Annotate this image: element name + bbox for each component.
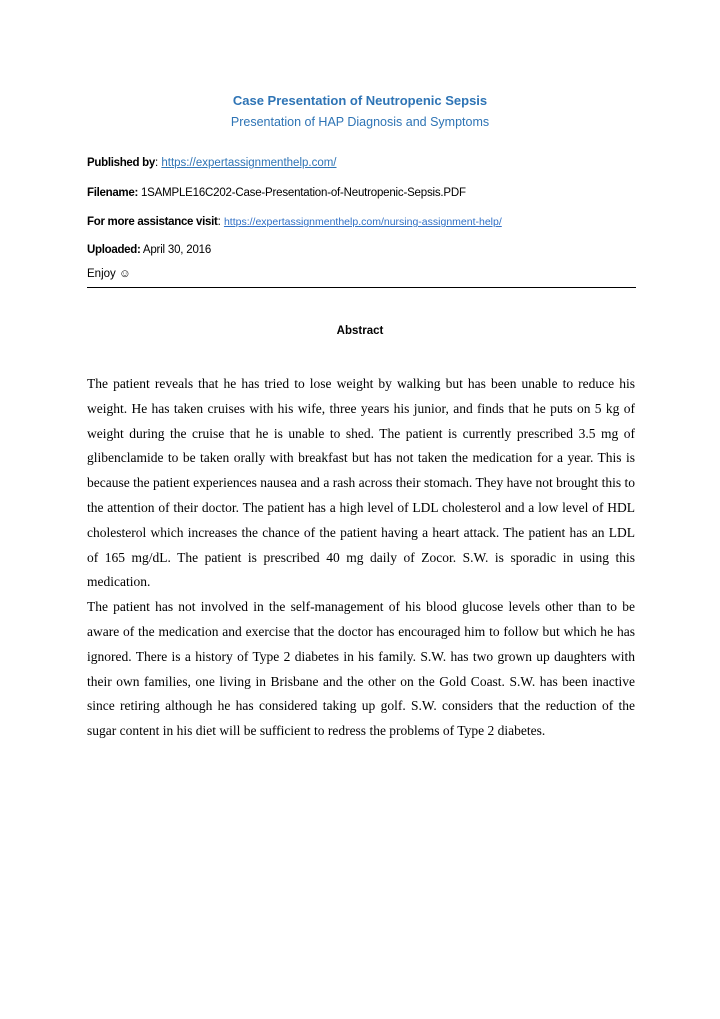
published-by-separator: : (154, 157, 162, 169)
filename-value: 1SAMPLE16C202-Case-Presentation-of-Neutropenic-Sepsis.PDF (137, 187, 466, 199)
assistance-separator: : (217, 216, 224, 228)
document-title: Case Presentation of Neutropenic Sepsis (232, 93, 488, 108)
assistance-line (87, 216, 502, 228)
assistance-link[interactable]: https://expertassignmenthelp.com/nursing-assignment-help/ (223, 216, 502, 228)
published-by-line (87, 157, 337, 169)
filename-line (87, 187, 466, 199)
uploaded-label: Uploaded: (87, 244, 141, 256)
uploaded-value: April 30, 2016 (140, 244, 212, 256)
filename-label: Filename: (87, 187, 138, 199)
uploaded-line (87, 244, 211, 256)
abstract-paragraph-1: The patient reveals that he has tried to lose weight by walking but has been unable to reduce his weight. He has taken cruises with his wife, three years his junior, and finds that he puts on 5 kg of weight during the cruise that he is unable to shed. The patient is currently prescribed 3.5 mg of glibenclamide to be taken orally with breakfast but has not taken the medication for a year. This is because the patient experiences nausea and a rash across their stomach. They have not brought this to the attention of their doctor. The patient has a high level of LDL cholesterol and a low level of HDL cholesterol which increases the chance of the patient having a heart attack. The patient has an LDL of 165 mg/dL. The patient is prescribed 40 mg daily of Zocor. S.W. is sporadic in using this medication. (87, 376, 635, 590)
header-divider (87, 287, 636, 288)
abstract-paragraph-2: The patient has not involved in the self-management of his blood glucose levels other than to be aware of the medication and exercise that the doctor has encouraged him to follow but which he has ignored. There is a history of Type 2 diabetes in his family. S.W. has two grown up daughters with their own families, one living in Brisbane and the other on the Gold Coast. S.W. has been inactive since retiring although he has considered taking up golf. S.W. considers that the reduction of the sugar content in his diet will be sufficient to redress the problems of Type 2 diabetes. (87, 599, 635, 739)
abstract-heading: Abstract (336, 325, 384, 337)
published-by-label: Published by (87, 157, 155, 169)
published-by-link[interactable]: https://expertassignmenthelp.com/ (161, 157, 337, 169)
enjoy-line (87, 268, 131, 280)
abstract-body (87, 372, 635, 744)
assistance-label: For more assistance visit (87, 216, 218, 228)
enjoy-text: Enjoy ☺ (87, 268, 131, 280)
document-subtitle: Presentation of HAP Diagnosis and Symptoms (230, 115, 490, 129)
